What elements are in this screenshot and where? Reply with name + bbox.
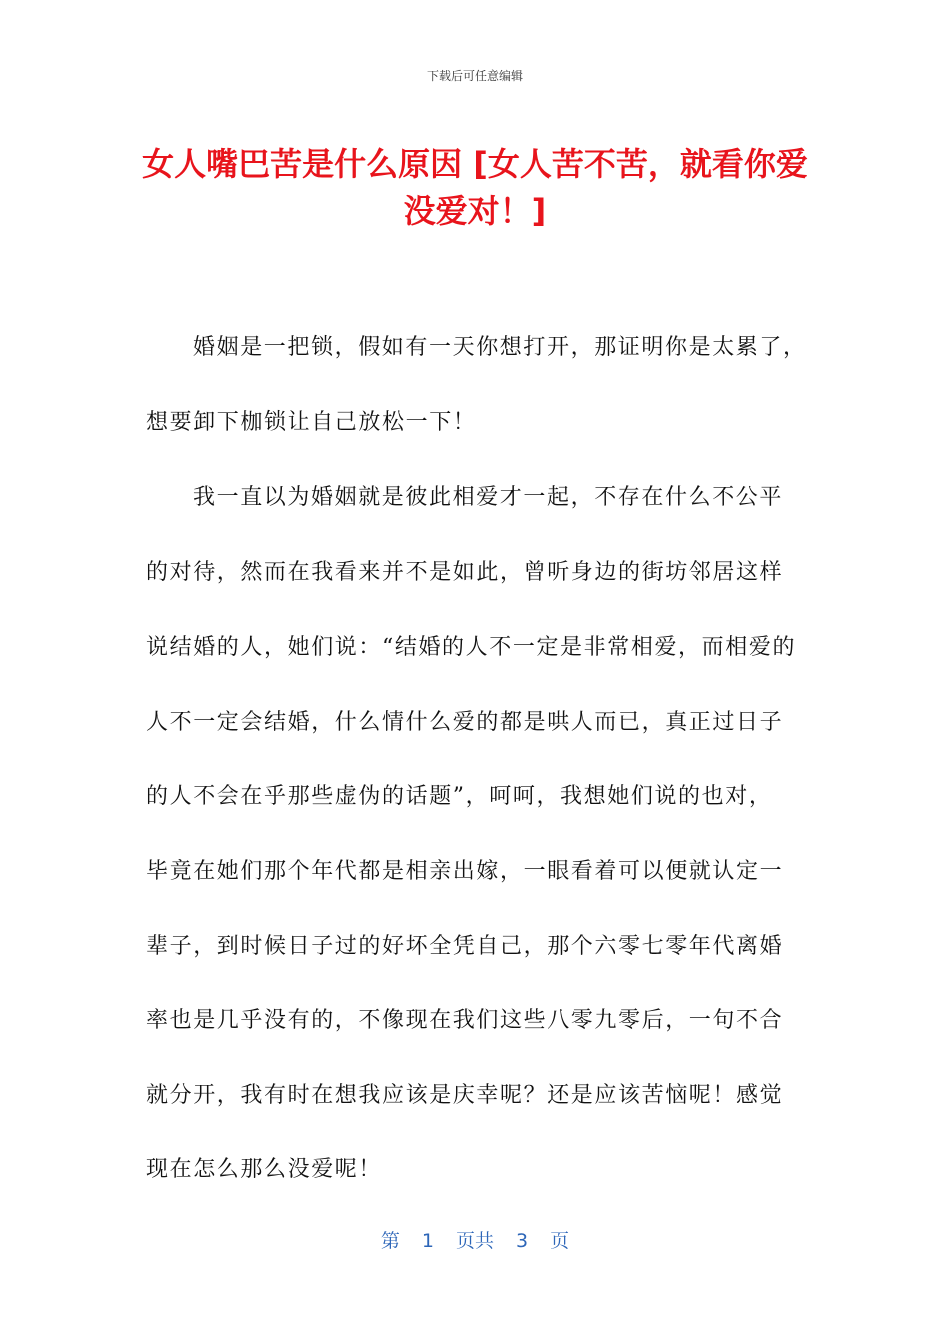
paragraph-line: 毕竟在她们那个年代都是相亲出嫁，一眼看着可以便就认定一 [146,859,784,884]
paragraph-line: 我一直以为婚姻就是彼此相爱才一起，不存在什么不公平 [193,485,784,510]
page-number: 1 [421,1230,434,1252]
page-of-label: 页共 [455,1230,494,1252]
paragraph-line: 人不一定会结婚，什么情什么爱的都是哄人而已，真正过日子 [146,710,784,735]
page-suffix: 页 [550,1230,570,1252]
paragraph-line: 的对待，然而在我看来并不是如此，曾听身边的街坊邻居这样 [146,560,784,585]
page-footer [0,1226,950,1253]
paragraph-line: 率也是几乎没有的，不像现在我们这些八零九零后，一句不合 [146,1008,784,1033]
paragraph-line: 说结婚的人，她们说：“结婚的人不一定是非常相爱，而相爱的 [146,635,797,660]
paragraph-line: 辈子，到时候日子过的好坏全凭自己，那个六零七零年代离婚 [146,934,784,959]
paragraph-line: 就分开，我有时在想我应该是庆幸呢？还是应该苦恼呢！感觉 [146,1083,784,1108]
paragraph-line: 现在怎么那么没爱呢！ [146,1157,383,1182]
header-note: 下载后可任意编辑 [426,69,523,83]
paragraph-line: 想要卸下枷锁让自己放松一下！ [146,410,477,435]
paragraph-line: 婚姻是一把锁，假如有一天你想打开，那证明你是太累了， [193,335,807,360]
page-total: 3 [516,1230,529,1252]
document-title: 女人嘴巴苦是什么原因 [女人苦不苦，就看你爱没爱对！] [142,145,808,230]
paragraph-line: 的人不会在乎那些虚伪的话题”，呵呵，我想她们说的也对， [146,784,773,809]
page-label: 第 [380,1230,400,1252]
